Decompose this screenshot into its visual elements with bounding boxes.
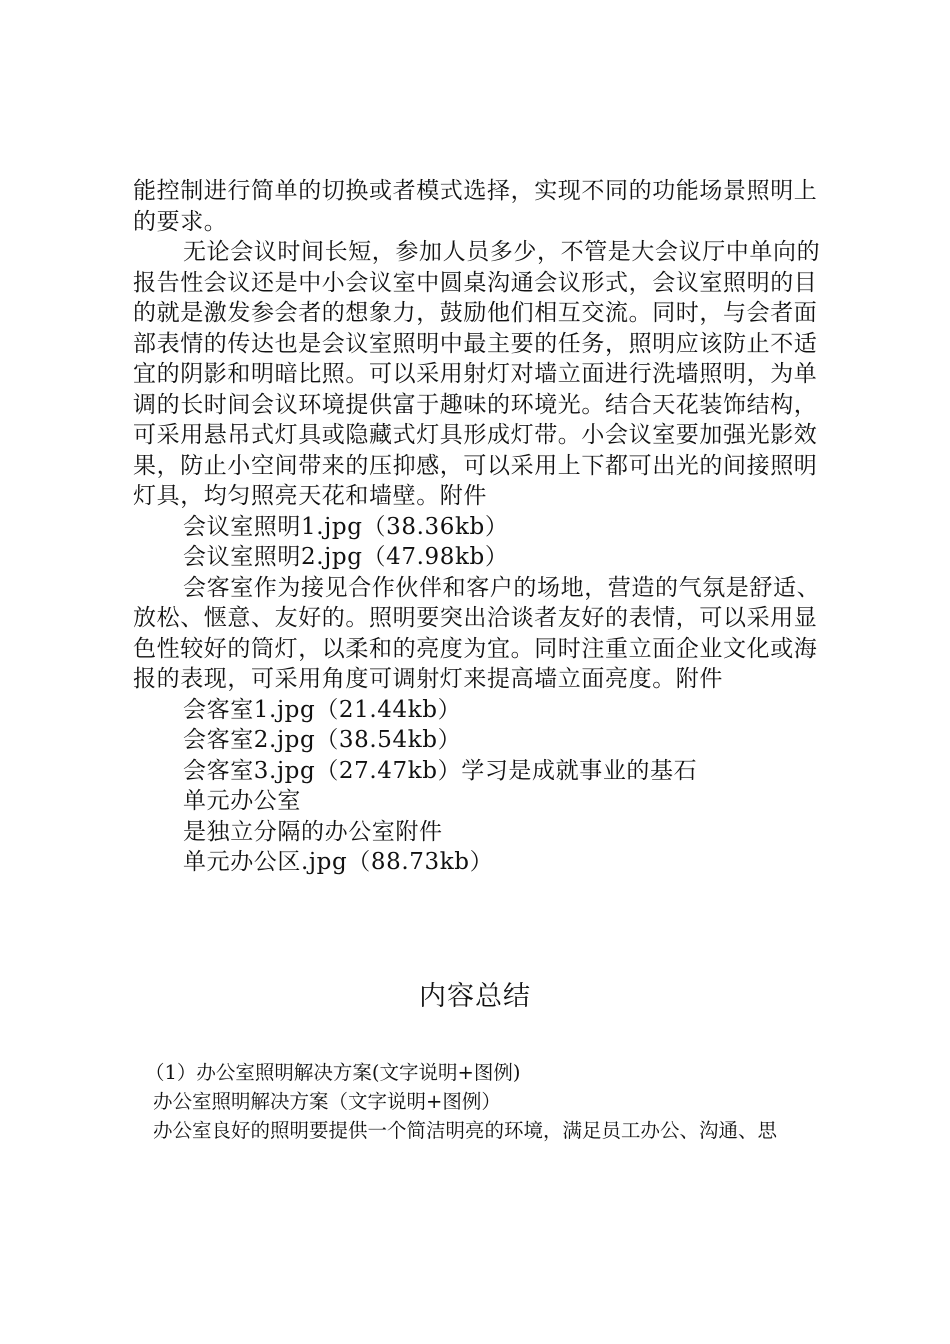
attachment-meeting-1: 会议室照明1.jpg（38.36kb） <box>183 513 509 540</box>
unit-office-title: 单元办公室 <box>183 788 301 814</box>
attachment-reception-1: 会客室1.jpg（21.44kb） <box>183 696 462 723</box>
summary-line-3: 办公室良好的照明要提供一个简洁明亮的环境，满足员工办公、沟通、思 <box>153 1119 778 1142</box>
paragraph-meeting-room: 无论会议时间长短，参加人员多少，不管是大会议厅中单向的报告性会议还是中小会议室中圆桌沟通会议形式，会议室照明的目的就是激发参会者的想象力，鼓励他们相互交流。同时，与会者面部表情的传达也是会议室照明中最主要的任务，照明应该防止不适宜的阴影和明暗比照。可以采用射灯对墙立面进行洗墙照明，为单调的长时间会议环境提供富于趣味的环境光。结合天花装饰结构，可采用悬吊式灯具或隐藏式灯具形成灯带。小会议室要加强光影效果，防止小空间带来的压抑感，可以采用上下都可出光的间接照明灯具，均匀照亮天花和墙壁。附件 <box>133 239 821 509</box>
attachment-meeting-2: 会议室照明2.jpg（47.98kb） <box>183 544 509 570</box>
summary-block <box>145 1058 845 1145</box>
paragraph-reception-room: 会客室作为接见合作伙伴和客户的场地，营造的气氛是舒适、放松、惬意、友好的。照明要突出洽谈者友好的表情，可以采用显色性较好的筒灯，以柔和的亮度为宜。同时注重立面企业文化或海报的表现，可采用角度可调射灯来提高墙立面亮度。附件 <box>133 574 821 692</box>
summary-line-2: 办公室照明解决方案（文字说明+图例） <box>153 1090 501 1113</box>
summary-heading: 内容总结 <box>419 981 531 1012</box>
paragraph-continuation: 能控制进行简单的切换或者模式选择，实现不同的功能场景照明上的要求。 <box>133 178 818 235</box>
summary-line-1: （1）办公室照明解决方案(文字说明+图例) <box>145 1061 521 1084</box>
body-text-block <box>133 176 823 878</box>
attachment-unit-office: 单元办公区.jpg（88.73kb） <box>183 849 494 875</box>
attachment-reception-2: 会客室2.jpg（38.54kb） <box>183 727 462 753</box>
unit-office-description: 是独立分隔的办公室附件 <box>183 818 443 845</box>
attachment-reception-3: 会客室3.jpg（27.47kb）学习是成就事业的基石 <box>183 757 698 784</box>
